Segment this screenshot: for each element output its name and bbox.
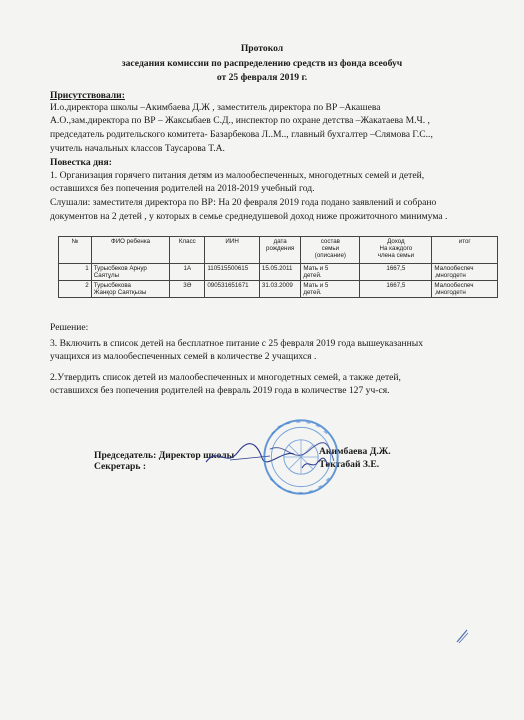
table-header-cell: Класс	[170, 237, 205, 264]
table-header-cell: итог	[432, 237, 498, 264]
document-subtitle: заседания комиссии по распределению средств из фонда всеобуч	[121, 58, 403, 69]
table-cell: 1667,5	[360, 281, 432, 298]
decision-line: 2.Утвердить список детей из малообеспеченных и многодетных семей, а также детей,	[50, 372, 401, 383]
agenda-heading: Повестка дня:	[50, 157, 112, 168]
table-cell: 3Ә	[170, 281, 205, 298]
attendees-line: И.о.директора школы –Акимбаева Д.Ж , заместитель директора по ВР –Акашева	[50, 102, 381, 113]
table-cell: Турысбеков Арнур Саятұлы	[91, 264, 170, 281]
document-title: Протокол	[240, 43, 284, 54]
table-cell: Турысбекова Жанқор Саятқызы	[91, 281, 170, 298]
agenda-line: Слушали: заместителя директора по ВР: На 20 февраля 2019 года подано заявлений и собрано	[50, 197, 437, 208]
table-cell: Малообеспеч ,многодетн	[432, 281, 498, 298]
table-header-cell: №	[59, 237, 92, 264]
secretary-label: Секретарь :	[94, 461, 147, 472]
table-header-row	[59, 237, 498, 264]
attendees-line: А.О.,зам.директора по ВР – Жаксыбаев С.Д., инспектор по охране детства –Жакатаева М.Ч. ,	[50, 115, 430, 126]
children-table	[58, 236, 498, 298]
decision-line: учащихся из малообеспеченных семей в количестве 2 учащихся .	[50, 351, 317, 362]
chair-name: Акимбаева Д.Ж.	[319, 446, 391, 457]
attendees-line: учитель начальных классов Таусарова Т.А.	[50, 143, 225, 154]
table-header-cell: состав семьи (описание)	[301, 237, 360, 264]
table-cell: 1А	[170, 264, 205, 281]
table-cell: 090531651671	[205, 281, 260, 298]
attendees-heading: Присутствовали:	[50, 90, 125, 101]
table-header-cell: Доход На каждого члена семьи	[360, 237, 432, 264]
secretary-signature-icon	[300, 456, 330, 472]
table-row	[59, 264, 498, 281]
table-cell: 15.05.2011	[259, 264, 300, 281]
secretary-name: Төктабай З.Е.	[319, 459, 380, 470]
table-cell: 110515500615	[205, 264, 260, 281]
document-date: от 25 февраля 2019 г.	[216, 72, 308, 83]
decision-line: оставшихся без попечения родителей на февраль 2019 года в количестве 127 уч-ся.	[50, 385, 390, 396]
decision-heading: Решение:	[50, 322, 89, 333]
pen-mark-icon	[455, 628, 469, 644]
table-cell: 31.03.2009	[259, 281, 300, 298]
table-cell: 1	[59, 264, 92, 281]
table-header-cell: дата рождения	[259, 237, 300, 264]
agenda-line: документов на 2 детей , у которых в семье среднедушевой доход ниже прожиточного минимума .	[50, 211, 448, 222]
agenda-line: оставшихся без попечения родителей на 2018-2019 учебный год.	[50, 183, 315, 194]
table-cell: 1667,5	[360, 264, 432, 281]
chair-label: Председатель: Директор школы	[94, 450, 235, 461]
agenda-line: 1. Организация горячего питания детям из малообеспеченных, многодетных семей и детей,	[50, 170, 425, 181]
table-cell: 2	[59, 281, 92, 298]
table-cell: Малообеспеч ,многодетн	[432, 264, 498, 281]
table-cell: Мать и 5 детей.	[301, 281, 360, 298]
table-cell: Мать и 5 детей.	[301, 264, 360, 281]
attendees-line: председатель родительского комитета- Базарбекова Л..М.., главный бухгалтер –Слямова Г.С..,	[50, 129, 433, 140]
table-row	[59, 281, 498, 298]
table-header-cell: ИИН	[205, 237, 260, 264]
table-header-cell: ФИО ребенка	[91, 237, 170, 264]
decision-line: 3. Включить в список детей на бесплатное питание с 25 февраля 2019 года вышеуказанных	[50, 338, 423, 349]
